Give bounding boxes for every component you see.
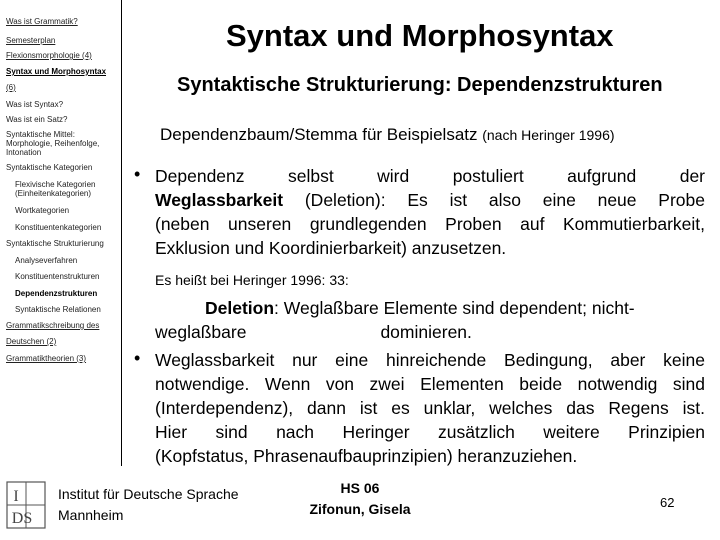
sidebar-item-grammatiktheorien[interactable]: Grammatiktheorien (3) — [6, 354, 87, 363]
key-term: Deletion — [205, 298, 275, 318]
sidebar-nav — [0, 0, 122, 466]
ids-logo-icon — [6, 481, 46, 529]
bullet-line: Weglassbarkeit (Deletion): Es ist also eine neue Probe — [155, 190, 705, 210]
sidebar-item-semesterplan[interactable]: Semesterplan — [6, 36, 56, 45]
bullet-line: Dependenz selbst wird postuliert aufgrund der — [155, 166, 705, 186]
bullet-line: Exklusion und Koordinierbarkeit) anzusetzen. — [155, 238, 507, 258]
sidebar-item-was-ist-syntax[interactable]: Was ist Syntax? — [6, 100, 64, 109]
sidebar-item-analyseverfahren[interactable]: Analyseverfahren — [15, 256, 78, 265]
bullet-line: (Interdependenz), dann ist es unklar, welches das Regens ist. — [155, 398, 705, 418]
sidebar-item-syntax-morphosyntax-count[interactable]: (6) — [6, 83, 16, 92]
svg-text:DS: DS — [11, 510, 33, 527]
sidebar-item-syntax-morphosyntax[interactable]: Syntax und Morphosyntax — [6, 67, 107, 76]
bullet-paragraph-dependenz — [155, 164, 705, 260]
bullet-marker: • — [134, 164, 141, 184]
bullet-line: notwendige. Wenn von zwei Elementen beide notwendig sind — [155, 374, 705, 394]
bullet-line: (neben unseren grundlegenden Proben auf Kommutierbarkeit, — [155, 214, 705, 234]
sidebar-item-was-ist-grammatik[interactable]: Was ist Grammatik? — [6, 17, 78, 26]
sidebar-item-syntaktische-relationen[interactable]: Syntaktische Relationen — [15, 305, 101, 314]
deletion-quote — [155, 296, 700, 344]
citation-note: Es heißt bei Heringer 1996: 33: — [155, 272, 349, 288]
bullet-line: Weglassbarkeit nur eine hinreichende Bedingung, aber keine — [155, 350, 705, 370]
sidebar-item-syntaktische-strukturierung[interactable]: Syntaktische Strukturierung — [6, 239, 104, 248]
institute-line: Mannheim — [58, 507, 124, 523]
quote-line-2 — [155, 320, 700, 344]
sidebar-item-grammatikschreibung-count[interactable]: Deutschen (2) — [6, 337, 57, 346]
sidebar-item-konstituentenstrukturen[interactable]: Konstituentenstrukturen — [15, 272, 100, 281]
course-code: HS 06 — [340, 480, 380, 496]
quote-fragment: dominieren. — [380, 322, 472, 342]
institute-name — [58, 484, 239, 526]
section-heading-reference: (nach Heringer 1996) — [482, 127, 615, 143]
svg-text:I: I — [13, 488, 19, 505]
section-heading — [160, 124, 615, 146]
sidebar-item-konstituentenkategorien[interactable]: Konstituentenkategorien — [15, 223, 102, 232]
bullet-line: Hier sind nach Heringer zusätzlich weitere Prinzipien — [155, 422, 705, 442]
sidebar-item-grammatikschreibung[interactable]: Grammatikschreibung des — [6, 321, 100, 330]
bullet-paragraph-weglassbarkeit — [155, 348, 705, 468]
sidebar-item-flexionsmorphologie[interactable]: Flexionsmorphologie (4) — [6, 51, 92, 60]
key-term: Weglassbarkeit — [155, 190, 284, 210]
page-number: 62 — [660, 495, 675, 510]
sidebar-item-syntaktische-mittel[interactable]: Syntaktische Mittel: Morphologie, Reihenfolge, Intonation — [6, 130, 100, 157]
course-lecturer: Zifonun, Gisela — [309, 501, 411, 517]
institute-line: Institut für Deutsche Sprache — [58, 486, 239, 502]
bullet-line: (Kopfstatus, Phrasenaufbauprinzipien) heranzuziehen. — [155, 446, 578, 466]
sidebar-item-dependenzstrukturen[interactable]: Dependenzstrukturen — [15, 289, 98, 298]
quote-fragment: weglaßbare — [155, 322, 247, 342]
section-heading-text: Dependenzbaum/Stemma für Beispielsatz — [160, 125, 478, 144]
sidebar-item-flexivische-kategorien[interactable]: Flexivische Kategorien (Einheitenkategorien) — [15, 180, 96, 198]
sidebar-item-wortkategorien[interactable]: Wortkategorien — [15, 206, 70, 215]
sidebar-item-was-ist-ein-satz[interactable]: Was ist ein Satz? — [6, 115, 68, 124]
page-subtitle: Syntaktische Strukturierung: Dependenzstrukturen — [177, 74, 663, 96]
bullet-marker: • — [134, 348, 141, 368]
course-info — [290, 478, 430, 520]
sidebar-item-syntaktische-kategorien[interactable]: Syntaktische Kategorien — [6, 163, 93, 172]
quote-line: Deletion: Weglaßbare Elemente sind dependent; nicht- — [205, 298, 635, 318]
page-title: Syntax und Morphosyntax — [226, 18, 614, 53]
